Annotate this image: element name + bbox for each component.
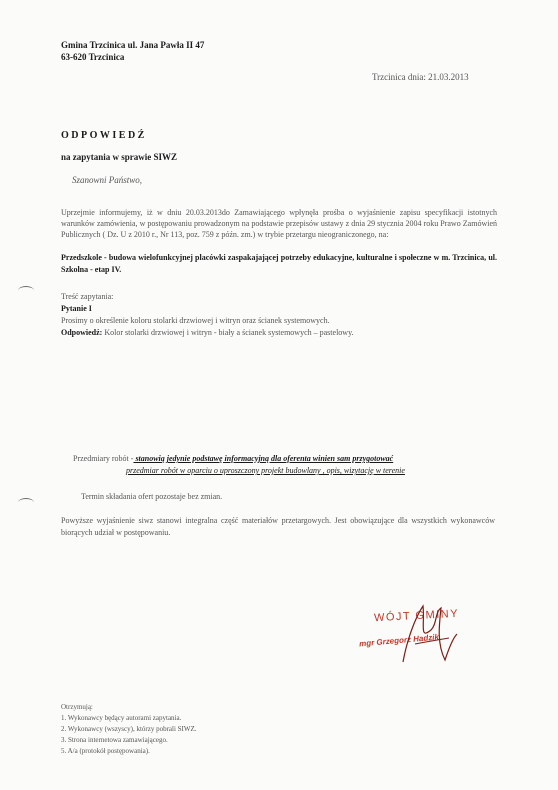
answer-text: Kolor stolarki drzwiowej i witryn - biały a ścianek systemowych – pastelowy. bbox=[102, 328, 354, 337]
intro-paragraph: Uprzejmie informujemy, iż w dniu 20.03.2013do Zamawiającego wpłynęła prośba o wyjaśnienie zapisu specyfikacji istotnych warunków zamówienia, w postępowaniu prowadzonym na podstawie przepisów ustawy z dnia 29 stycznia 2004 roku Prawo Zamówień Publicznych ( Dz. U z 2010 r., Nr 113, poz. 759 z późn. zm.) w trybie przetargu nieograniczonego, na: bbox=[61, 208, 497, 239]
bill-note-line1 bbox=[73, 454, 393, 463]
question-block-label: Treść zapytania: bbox=[61, 292, 114, 301]
recipient-item: 1. Wykonawcy będący autorami zapytania. bbox=[61, 714, 182, 722]
place-date: Trzcinica dnia: 21.03.2013 bbox=[372, 72, 469, 82]
sender-address-line2: 63-620 Trzcinica bbox=[61, 52, 125, 62]
salutation: Szanowni Państwo, bbox=[72, 175, 143, 185]
project-title: Przedszkole - budowa wielofunkcyjnej placówki zaspakajającej potrzeby edukacyjne, kulturalne i społeczne w m. Trzcinica, ul. Szkolna - etap IV. bbox=[61, 253, 497, 274]
deadline-note: Termin składania ofert pozostaje bez zmian. bbox=[81, 492, 223, 501]
handwritten-signature bbox=[345, 600, 505, 680]
punch-mark-bottom bbox=[18, 498, 34, 507]
question-title: Pytanie I bbox=[61, 304, 92, 313]
recipient-item: 3. Strona internetowa zamawiającego. bbox=[61, 736, 168, 744]
recipients-label: Otrzymują: bbox=[61, 703, 93, 711]
answer-line bbox=[61, 328, 354, 337]
punch-mark-top bbox=[18, 286, 34, 295]
bill-note-emphasis1: stanowią jedynie podstawę informacyjną dla oferenta winien sam przygotować bbox=[133, 454, 394, 463]
sender-address-line1: Gmina Trzcinica ul. Jana Pawła II 47 bbox=[61, 40, 205, 50]
bill-note-lead: Przedmiary robót - bbox=[73, 454, 134, 463]
question-text: Prosimy o określenie koloru stolarki drzwiowej i witryn oraz ścianek systemowych. bbox=[61, 316, 330, 325]
stamp-title: WÓJT GMINY bbox=[373, 607, 460, 625]
closing-paragraph: Powyższe wyjaśnienie siwz stanowi integralna część materiałów przetargowych. Jest obowiązujące dla wszystkich wykonawców biorących udział w postępowaniu. bbox=[61, 516, 495, 537]
answer-label: Odpowiedź: bbox=[61, 328, 103, 337]
document-subtitle: na zapytania w sprawie SIWZ bbox=[61, 152, 178, 162]
recipient-item: 5. A/a (protokół postępowania). bbox=[61, 747, 150, 755]
official-stamp bbox=[345, 600, 505, 680]
stamp-name: mgr Grzegorz Hadzik bbox=[358, 632, 440, 649]
document-title: ODPOWIEDŹ bbox=[61, 130, 147, 141]
bill-note-emphasis2: przedmiar robót w oparciu o uproszczony projekt budowlany , opis, wizytację w terenie bbox=[126, 466, 405, 475]
recipient-item: 2. Wykonawcy (wszyscy), którzy pobrali SIWZ. bbox=[61, 725, 197, 733]
